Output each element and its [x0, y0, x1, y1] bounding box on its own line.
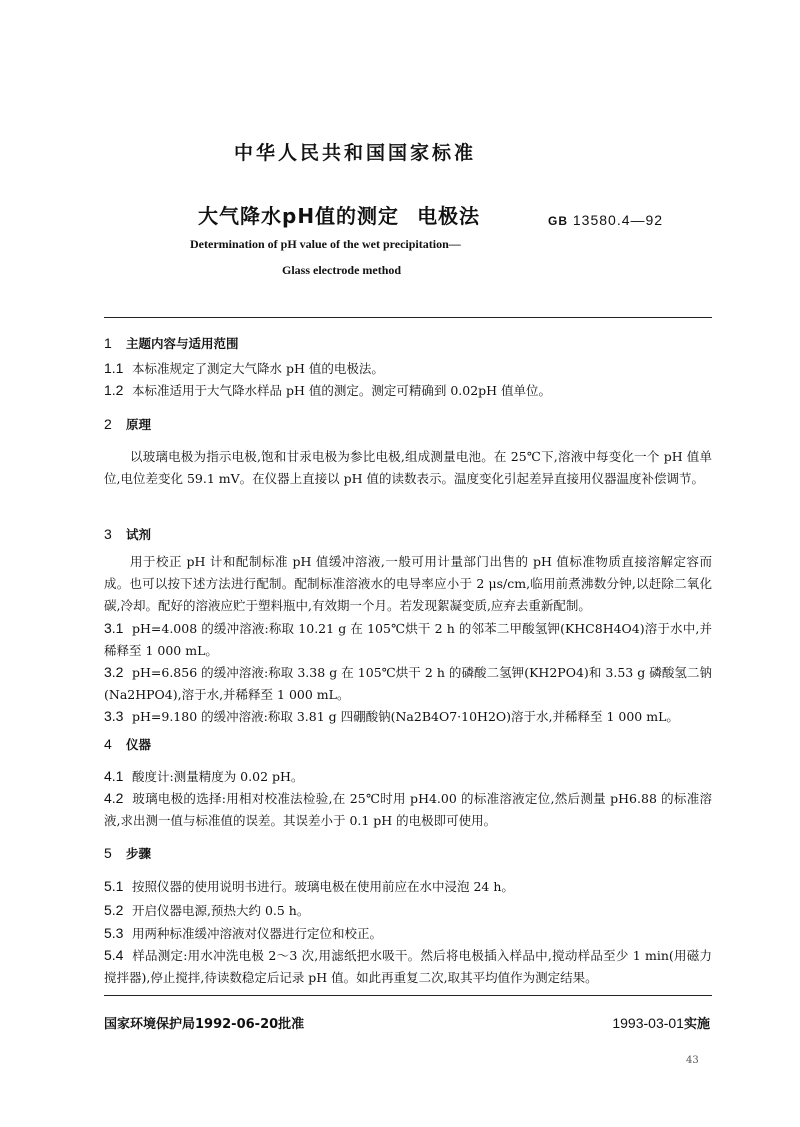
clause-5-3 — [104, 922, 712, 945]
clause-number: 5.3 — [104, 925, 124, 941]
clause-4-1 — [104, 765, 712, 788]
clause-5-2 — [104, 899, 712, 922]
section-number: 1 — [104, 335, 112, 351]
clause-text: pH=4.008 的缓冲溶液:称取 10.21 g 在 105℃烘干 2 h 的邻苯二甲酸氢钾(KHC8H4O4)溶于水中,并稀释至 1 000 mL。 — [104, 621, 712, 658]
clause-number: 5.2 — [104, 902, 124, 918]
implementation-line — [612, 1013, 710, 1032]
clause-5-4 — [104, 944, 712, 989]
approval-line: 国家环境保护局1992-06-20批准 — [104, 1017, 305, 1032]
document-title — [198, 200, 480, 229]
clause-text: 用两种标准缓冲溶液对仪器进行定位和校正。 — [132, 926, 383, 941]
section-4-heading — [104, 733, 712, 756]
implementation-date: 1993-03-01 — [612, 1015, 684, 1031]
clause-text: 开启仪器电源,预热大约 0.5 h。 — [132, 903, 310, 918]
clause-3-1 — [104, 617, 712, 662]
section-title: 主题内容与适用范围 — [126, 336, 239, 351]
section-3-paragraph: 用于校正 pH 计和配制标准 pH 值缓冲溶液,一般可用计量部门出售的 pH 值标准物质直接溶解定容而成。也可以按下述方法进行配制。配制标准溶液水的电导率应小于 2 μs/cm,临用前煮沸数分钟,以赶除二氧化碳,冷却。配好的溶液应贮于塑料瓶中,有效期一个月。若发现絮凝变质,应弃去重新配制。 — [104, 554, 712, 613]
standard-number — [548, 212, 663, 228]
clause-number: 5.1 — [104, 878, 124, 894]
national-standard-heading: 中华人民共和国国家标准 — [233, 142, 476, 164]
clause-text: 按照仪器的使用说明书进行。玻璃电极在使用前应在水中浸泡 24 h。 — [132, 879, 514, 894]
section-title: 原理 — [126, 417, 152, 432]
title-part-2: 电极法 — [417, 204, 481, 228]
section-title: 仪器 — [126, 737, 152, 752]
clause-3-3 — [104, 705, 712, 728]
section-2-paragraph: 以玻璃电极为指示电极,饱和甘汞电极为参比电极,组成测量电池。在 25℃下,溶液中每变化一个 pH 值单位,电位差变化 59.1 mV。在仪器上直接以 pH 值的读数表示。温度变化引起差异直接用仪器温度补偿调节。 — [104, 449, 712, 486]
footer-divider — [104, 995, 712, 996]
clause-number: 1.2 — [104, 382, 124, 398]
clause-1-2 — [104, 379, 712, 402]
clause-5-1 — [104, 875, 712, 898]
clause-number: 4.2 — [104, 790, 124, 806]
clause-number: 3.2 — [104, 664, 124, 680]
gb-prefix: GB — [548, 214, 568, 228]
section-title: 步骤 — [126, 846, 152, 861]
clause-4-2 — [104, 787, 712, 832]
clause-number: 5.4 — [104, 947, 124, 963]
section-2-heading — [104, 413, 712, 436]
clause-1-1 — [104, 357, 712, 380]
section-1-heading — [104, 332, 712, 355]
clause-number: 3.1 — [104, 620, 124, 636]
clause-3-2 — [104, 661, 712, 706]
clause-text: 样品测定:用水冲洗电极 2～3 次,用滤纸把水吸干。然后将电极插入样品中,搅动样品至少 1 min(用磁力搅拌器),停止搅拌,待读数稳定后记录 pH 值。如此再重复二次,取其平均值作为测定结果。 — [104, 948, 712, 985]
clause-text: pH=6.856 的缓冲溶液:称取 3.38 g 在 105℃烘干 2 h 的磷酸二氢钾(KH2PO4)和 3.53 g 磷酸氢二钠(Na2HPO4),溶于水,并稀释至 1 000 mL。 — [104, 665, 712, 702]
clause-number: 1.1 — [104, 360, 124, 376]
clause-text: 本标准规定了测定大气降水 pH 值的电极法。 — [132, 361, 384, 376]
clause-number: 4.1 — [104, 768, 124, 784]
clause-text: 酸度计:测量精度为 0.02 pH。 — [132, 769, 304, 784]
section-number: 4 — [104, 736, 112, 752]
english-title-line-2: Glass electrode method — [282, 263, 402, 277]
english-title-line-1: Determination of pH value of the wet precipitation— — [190, 237, 461, 251]
clause-text: 本标准适用于大气降水样品 pH 值的测定。测定可精确到 0.02pH 值单位。 — [132, 383, 552, 398]
clause-number: 3.3 — [104, 708, 124, 724]
section-3-heading — [104, 523, 712, 546]
gb-number: 13580.4—92 — [572, 212, 664, 228]
clause-text: 玻璃电极的选择:用相对校准法检验,在 25℃时用 pH4.00 的标准溶液定位,然后测量 pH6.88 的标准溶液,求出测一值与标准值的误差。其误差小于 0.1 pH 的电极即可使用。 — [104, 791, 712, 828]
clause-text: pH=9.180 的缓冲溶液:称取 3.81 g 四硼酸钠(Na2B4O7·10H2O)溶于水,并稀释至 1 000 mL。 — [132, 709, 679, 724]
section-5-heading — [104, 842, 712, 865]
section-title: 试剂 — [126, 527, 152, 542]
implementation-label: 实施 — [683, 1017, 710, 1032]
title-part-1: 大气降水pH值的测定 — [198, 204, 400, 228]
section-number: 5 — [104, 845, 112, 861]
section-number: 3 — [104, 526, 112, 542]
header-divider — [104, 317, 712, 318]
page-number: 43 — [686, 1055, 699, 1066]
section-number: 2 — [104, 416, 112, 432]
